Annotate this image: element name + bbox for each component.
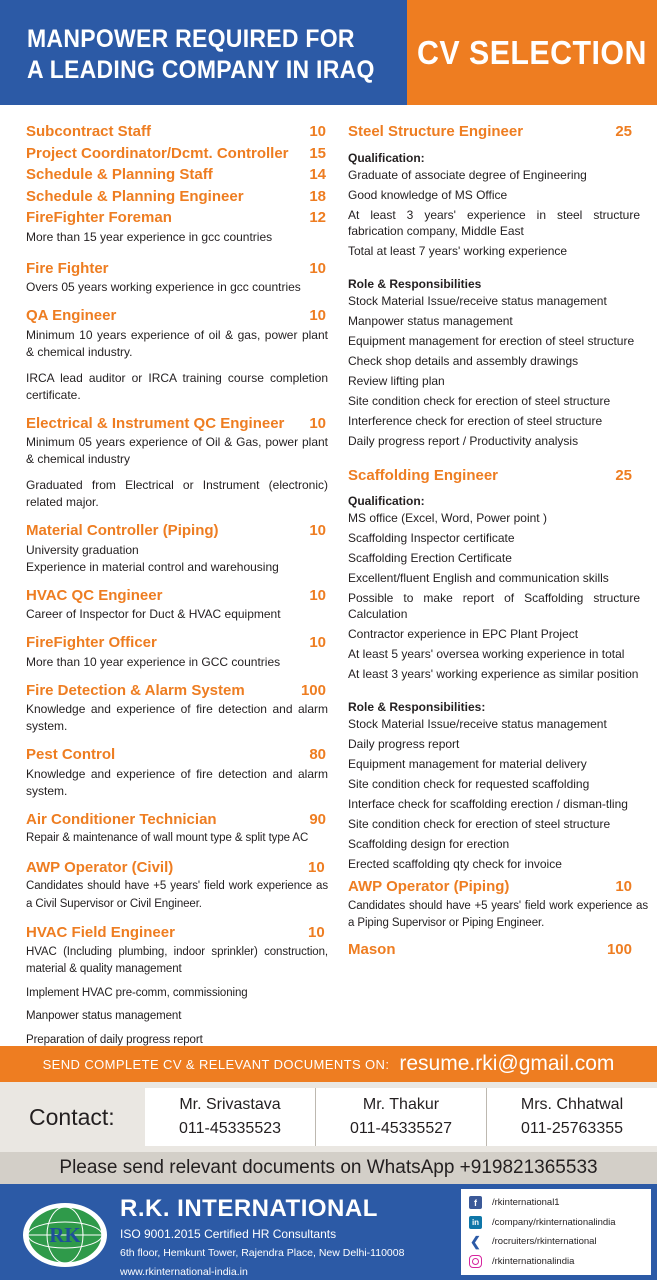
linkedin-icon: in (469, 1216, 482, 1229)
job-count: 10 (309, 414, 326, 432)
contact-section (0, 1082, 657, 1152)
job-title: AWP Operator (Piping) (348, 878, 510, 895)
qualification-item: MS office (Excel, Word, Power point ) (348, 511, 547, 525)
role-item: Site condition check for erection of steel structure (348, 817, 611, 831)
social-linkedin[interactable] (469, 1213, 643, 1233)
job-fire-fighter (26, 258, 328, 297)
company-name: R.K. INTERNATIONAL (120, 1195, 378, 1222)
job-description: Implement HVAC pre-comm, commissioning (26, 986, 248, 999)
job-title: HVAC Field Engineer (26, 924, 175, 941)
company-info (120, 1194, 404, 1280)
social-facebook[interactable] (469, 1193, 643, 1213)
job-pest-control (26, 744, 328, 800)
social-links (461, 1189, 651, 1275)
job-title: Schedule & Planning Staff (26, 166, 213, 183)
job-title: Electrical & Instrument QC Engineer (26, 414, 285, 432)
role-item: Interference check for erection of steel structure (348, 413, 603, 428)
instagram-icon (469, 1255, 482, 1268)
job-hvac-field-engineer (26, 922, 328, 1049)
company-address: 6th floor, Hemkunt Tower, Rajendra Place, New Delhi-110008 (120, 1247, 405, 1259)
contact-phone[interactable]: 011-45335527 (349, 1120, 453, 1137)
job-description: Knowledge and experience of fire detection and alarm system. (26, 766, 328, 798)
footer (0, 1184, 657, 1280)
qualification-item: Possible to make report of Scaffolding structure Calculation (348, 591, 640, 621)
role-item: Scaffolding design for erection (348, 837, 510, 851)
job-title: FireFighter Officer (26, 634, 157, 651)
left-job-column (26, 121, 328, 1049)
logo-text: RK (49, 1223, 81, 1247)
job-count: 10 (309, 307, 326, 324)
contact-person (316, 1088, 487, 1146)
role-item: Review lifting plan (348, 373, 445, 388)
job-description: More than 10 year experience in GCC countries (26, 654, 281, 669)
qualification-item: Total at least 7 years' working experience (348, 243, 568, 258)
job-project-coordinator (26, 143, 328, 165)
role-item: Check shop details and assembly drawings (348, 353, 579, 368)
header-title-panel (0, 0, 407, 105)
qualification-item: At least 3 years' working experience as similar position (348, 667, 639, 681)
role-item: Equipment management for material delivery (348, 757, 587, 771)
role-item: Erected scaffolding qty check for invoice (348, 857, 562, 871)
role-heading: Role & Responsibilities: (348, 700, 486, 714)
qualification-item: At least 5 years' oversea working experience in total (348, 647, 625, 661)
facebook-icon: f (469, 1196, 482, 1209)
qualification-heading: Qualification: (348, 494, 425, 508)
qualification-item: Excellent/fluent English and communication skills (348, 571, 609, 585)
whatsapp-text: Please send relevant documents on WhatsApp +919821365533 (59, 1157, 598, 1178)
company-iso: ISO 9001.2015 Certified HR Consultants (120, 1227, 337, 1241)
job-title: FireFighter Foreman (26, 209, 172, 226)
social-handle: /rkinternationalindia (492, 1255, 575, 1267)
contact-phone[interactable]: 011-45335523 (178, 1120, 282, 1137)
job-steel-structure-engineer (348, 121, 640, 449)
company-website[interactable]: www.rkinternational-india.in (120, 1266, 248, 1278)
job-awp-operator-piping (348, 876, 648, 933)
job-description: Knowledge and experience of fire detection and alarm system. (26, 702, 328, 733)
job-description: Repair & maintenance of wall mount type & split type AC (26, 832, 309, 844)
job-count: 10 (615, 878, 632, 895)
job-description: Career of Inspector for Duct & HVAC equipment (26, 607, 281, 621)
job-description: Candidates should have +5 years' field work experience as a Civil Supervisor or Civil Engineer. (26, 880, 328, 910)
job-air-conditioner-technician (26, 809, 328, 848)
recruiter-icon: ❮ (470, 1233, 481, 1249)
contact-name: Mr. Thakur (362, 1096, 440, 1113)
job-title: Scaffolding Engineer (348, 466, 499, 484)
job-title: Air Conditioner Technician (26, 810, 217, 828)
job-count: 14 (309, 166, 326, 183)
job-title: Steel Structure Engineer (348, 123, 524, 140)
header (0, 0, 657, 105)
job-description: Minimum 10 years experience of oil & gas, power plant & chemical industry. (26, 327, 328, 359)
job-fire-detection-alarm (26, 680, 328, 736)
job-description: More than 15 year experience in gcc countries (26, 229, 273, 244)
contact-phone[interactable]: 011-25763355 (520, 1120, 624, 1137)
job-count: 25 (615, 123, 632, 140)
send-cv-bar (0, 1046, 657, 1082)
role-item: Site condition check for requested scaffolding (348, 777, 590, 791)
job-count: 12 (309, 209, 326, 226)
role-item: Equipment management for erection of steel structure (348, 333, 635, 348)
job-count: 100 (606, 940, 632, 958)
job-count: 10 (309, 259, 326, 277)
qualification-item: Contractor experience in EPC Plant Project (348, 627, 579, 641)
job-qa-engineer (26, 305, 328, 404)
social-handle: /rkinternational1 (492, 1197, 560, 1209)
job-title: Fire Fighter (26, 259, 109, 277)
rk-globe-logo-icon (20, 1201, 110, 1269)
job-description: Experience in material control and warehousing (26, 559, 279, 574)
job-description: IRCA lead auditor or IRCA training course completion certificate. (26, 370, 328, 402)
job-title: Material Controller (Piping) (26, 522, 219, 539)
social-handle: /company/rkinternationalindia (492, 1216, 616, 1228)
job-count: 10 (309, 634, 326, 651)
send-cv-text: SEND COMPLETE CV & RELEVANT DOCUMENTS ON: (42, 1056, 390, 1072)
job-count: 18 (309, 187, 326, 205)
job-count: 100 (300, 681, 326, 699)
qualification-item: Scaffolding Inspector certificate (348, 531, 515, 545)
job-awp-operator-civil (26, 857, 328, 914)
contact-name: Mr. Srivastava (179, 1096, 281, 1113)
job-schedule-planning-engineer (26, 186, 328, 208)
social-handle: /rocruiters/rkinternational (492, 1236, 597, 1248)
job-count: 10 (309, 586, 326, 604)
job-title: HVAC QC Engineer (26, 586, 163, 604)
job-firefighter-officer (26, 632, 328, 671)
job-hvac-qc-engineer (26, 585, 328, 624)
role-heading: Role & Responsibilities (348, 276, 482, 291)
qualification-item: Graduate of associate degree of Engineering (348, 167, 587, 182)
job-electrical-instrument-qc (26, 413, 328, 512)
job-count: 15 (309, 144, 326, 162)
right-job-column (348, 121, 648, 960)
job-description: Candidates should have +5 years' field work experience as a Piping Supervisor or Piping Engineer. (348, 899, 648, 929)
job-description: Overs 05 years working experience in gcc countries (26, 280, 301, 294)
job-count: 10 (309, 522, 326, 539)
role-item: Daily progress report (348, 737, 460, 751)
role-item: Daily progress report / Productivity analysis (348, 433, 579, 448)
qualification-item: Scaffolding Erection Certificate (348, 551, 512, 565)
contact-person (487, 1088, 657, 1146)
job-title: QA Engineer (26, 307, 117, 324)
contact-person (145, 1088, 316, 1146)
job-description: Graduated from Electrical or Instrument (electronic) related major. (26, 478, 328, 509)
job-count: 80 (309, 746, 326, 763)
header-title-line1: MANPOWER REQUIRED FOR (27, 25, 355, 53)
role-item: Site condition check for erection of steel structure (348, 393, 611, 408)
email-address[interactable]: resume.rki@gmail.com (399, 1052, 615, 1075)
job-description: University graduation (26, 542, 139, 557)
whatsapp-bar (0, 1152, 657, 1184)
qualification-heading: Qualification: (348, 150, 425, 165)
job-material-controller (26, 520, 328, 576)
job-description: HVAC (Including plumbing, indoor sprinkler) construction, material & quality management (26, 945, 328, 975)
job-description: Manpower status management (26, 1010, 182, 1022)
qualification-item: At least 3 years' experience in steel structure fabrication company, Middle East (348, 207, 640, 238)
job-mason (348, 939, 640, 961)
role-item: Stock Material Issue/receive status management (348, 293, 607, 308)
contact-label: Contact: (29, 1103, 115, 1130)
job-title: Schedule & Planning Engineer (26, 187, 244, 205)
job-schedule-planning-staff (26, 164, 328, 186)
role-item: Interface check for scaffolding erection / disman-tling (348, 797, 628, 811)
job-subcontract-staff (26, 121, 328, 143)
social-instagram[interactable] (469, 1252, 643, 1272)
job-title: Project Coordinator/Dcmt. Controller (26, 144, 289, 162)
job-description: Preparation of daily progress report (26, 1033, 203, 1046)
social-recruiters[interactable] (469, 1232, 643, 1252)
job-firefighter-foreman (26, 207, 328, 246)
role-item: Manpower status management (348, 313, 513, 328)
qualification-item: Good knowledge of MS Office (348, 187, 508, 202)
job-count: 10 (308, 924, 325, 941)
contact-people (145, 1088, 657, 1146)
job-count: 10 (309, 123, 326, 140)
job-title: Fire Detection & Alarm System (26, 681, 245, 699)
job-count: 90 (309, 810, 326, 828)
job-count: 10 (308, 858, 325, 876)
job-title: Pest Control (26, 746, 116, 763)
header-title-line2: A LEADING COMPANY IN IRAQ (27, 56, 375, 84)
cv-selection-badge (407, 0, 657, 105)
job-title: Mason (348, 940, 396, 958)
job-description: Minimum 05 years experience of Oil & Gas, power plant & chemical industry (26, 435, 328, 466)
job-scaffolding-engineer (348, 465, 640, 873)
role-item: Stock Material Issue/receive status management (348, 717, 607, 731)
cv-selection-text: CV SELECTION (417, 33, 648, 71)
job-title: Subcontract Staff (26, 123, 152, 140)
job-count: 25 (615, 466, 632, 484)
contact-name: Mrs. Chhatwal (520, 1096, 624, 1113)
job-title: AWP Operator (Civil) (26, 858, 174, 876)
